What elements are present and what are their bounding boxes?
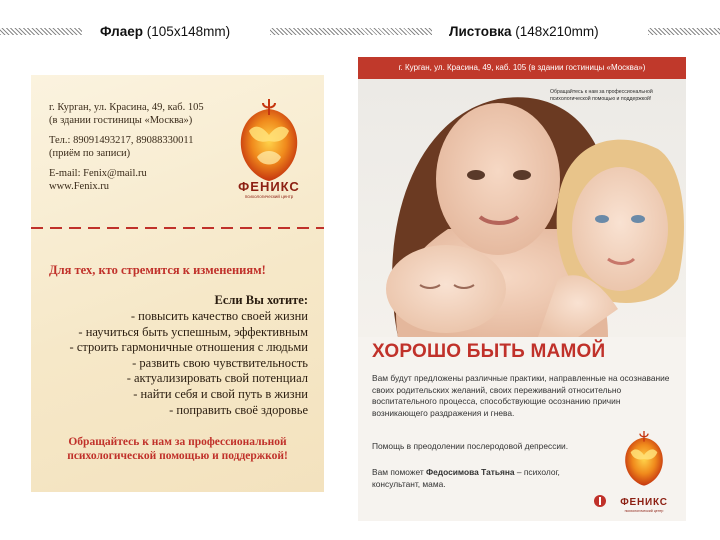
list-item: - строить гармоничные отношения с людьми: [69, 340, 308, 355]
flyer-brand-name: ФЕНИКС: [238, 179, 300, 194]
leaflet-depression-help: Помощь в преодолении послеродовой депрессии.: [372, 441, 569, 451]
list-item: - развить свою чувствительность: [132, 355, 308, 370]
header-divider-middle: [270, 28, 432, 35]
header-divider-left: [0, 28, 82, 35]
brand-mark-icon: [594, 494, 606, 508]
list-item: - актуализировать свой потенциал: [126, 371, 308, 386]
flyer-address-line1: г. Курган, ул. Красина, 49, каб. 105: [49, 102, 204, 113]
list-item: - научиться быть успешным, эффективным: [78, 324, 308, 339]
flyer-header-size: (105х148mm): [146, 24, 231, 39]
specialist-name: Федосимова Татьяна: [426, 467, 515, 477]
flyer-cta-line1: Обращайтесь к нам за профессиональной: [68, 436, 287, 448]
flyer-website: www.Fenix.ru: [49, 181, 109, 192]
specialist-suffix: – психолог, консультант, мама.: [372, 467, 560, 489]
leaflet-address-bar: г. Курган, ул. Красина, 49, каб. 105 (в здании гостиницы «Москва»): [358, 57, 686, 79]
flyer-header-label: [100, 24, 230, 39]
flyer-subheadline: Если Вы хотите:: [214, 293, 308, 307]
flyer-call-to-action: [31, 435, 324, 463]
flyer-headline: Для тех, кто стремится к изменениям!: [49, 263, 266, 277]
leaflet-header-title: Листовка: [449, 24, 512, 39]
flyer-header-title: Флаер: [100, 24, 144, 39]
flyer-contact-block: [49, 101, 219, 193]
flyer-address-line2: (в здании гостиницы «Москва»): [49, 115, 193, 126]
leaflet-brand-name: ФЕНИКС: [620, 497, 668, 508]
flyer-goals-list: [70, 309, 308, 418]
list-item: - найти себя и свой путь в жизни: [133, 386, 308, 401]
flyer-card: [31, 75, 324, 492]
leaflet-photo-caption: Обращайтесь к нам за профессиональной психологической помощью и поддержкой!: [550, 89, 653, 102]
specialist-prefix: Вам поможет: [372, 467, 426, 477]
header-divider-right: [648, 28, 720, 35]
leaflet-brand-tagline: психологический центр: [624, 509, 664, 513]
flyer-brand-tagline: психологический центр: [244, 194, 294, 199]
leaflet-specialist: [372, 467, 562, 490]
leaflet-header-size: (148х210mm): [515, 24, 599, 39]
leaflet-title: ХОРОШО БЫТЬ МАМОЙ: [372, 341, 606, 362]
leaflet-card: [358, 57, 686, 521]
flyer-email: E-mail: Fenix@mail.ru: [49, 168, 147, 179]
mother-children-photo: [358, 79, 686, 337]
leaflet-description: Вам будут предложены различные практики, направленные на осознавание своих родительских желаний, своих переживаний относительно воспитательного процесса, способствующие осознанию причин возникающего раздражения и гнева.: [372, 373, 670, 418]
list-item: - повысить качество своей жизни: [130, 309, 308, 323]
flyer-cta-line2: психологической помощью и поддержкой!: [67, 450, 288, 462]
phoenix-logo-icon: [616, 429, 672, 489]
flyer-phone-note: (приём по записи): [49, 148, 131, 159]
cut-line-divider: [31, 227, 324, 229]
phoenix-logo-icon: [227, 97, 311, 185]
list-item: - поправить своё здоровье: [169, 402, 308, 417]
flyer-phone: Тел.: 89091493217, 89088330011: [49, 135, 194, 146]
leaflet-header-label: [449, 24, 599, 39]
